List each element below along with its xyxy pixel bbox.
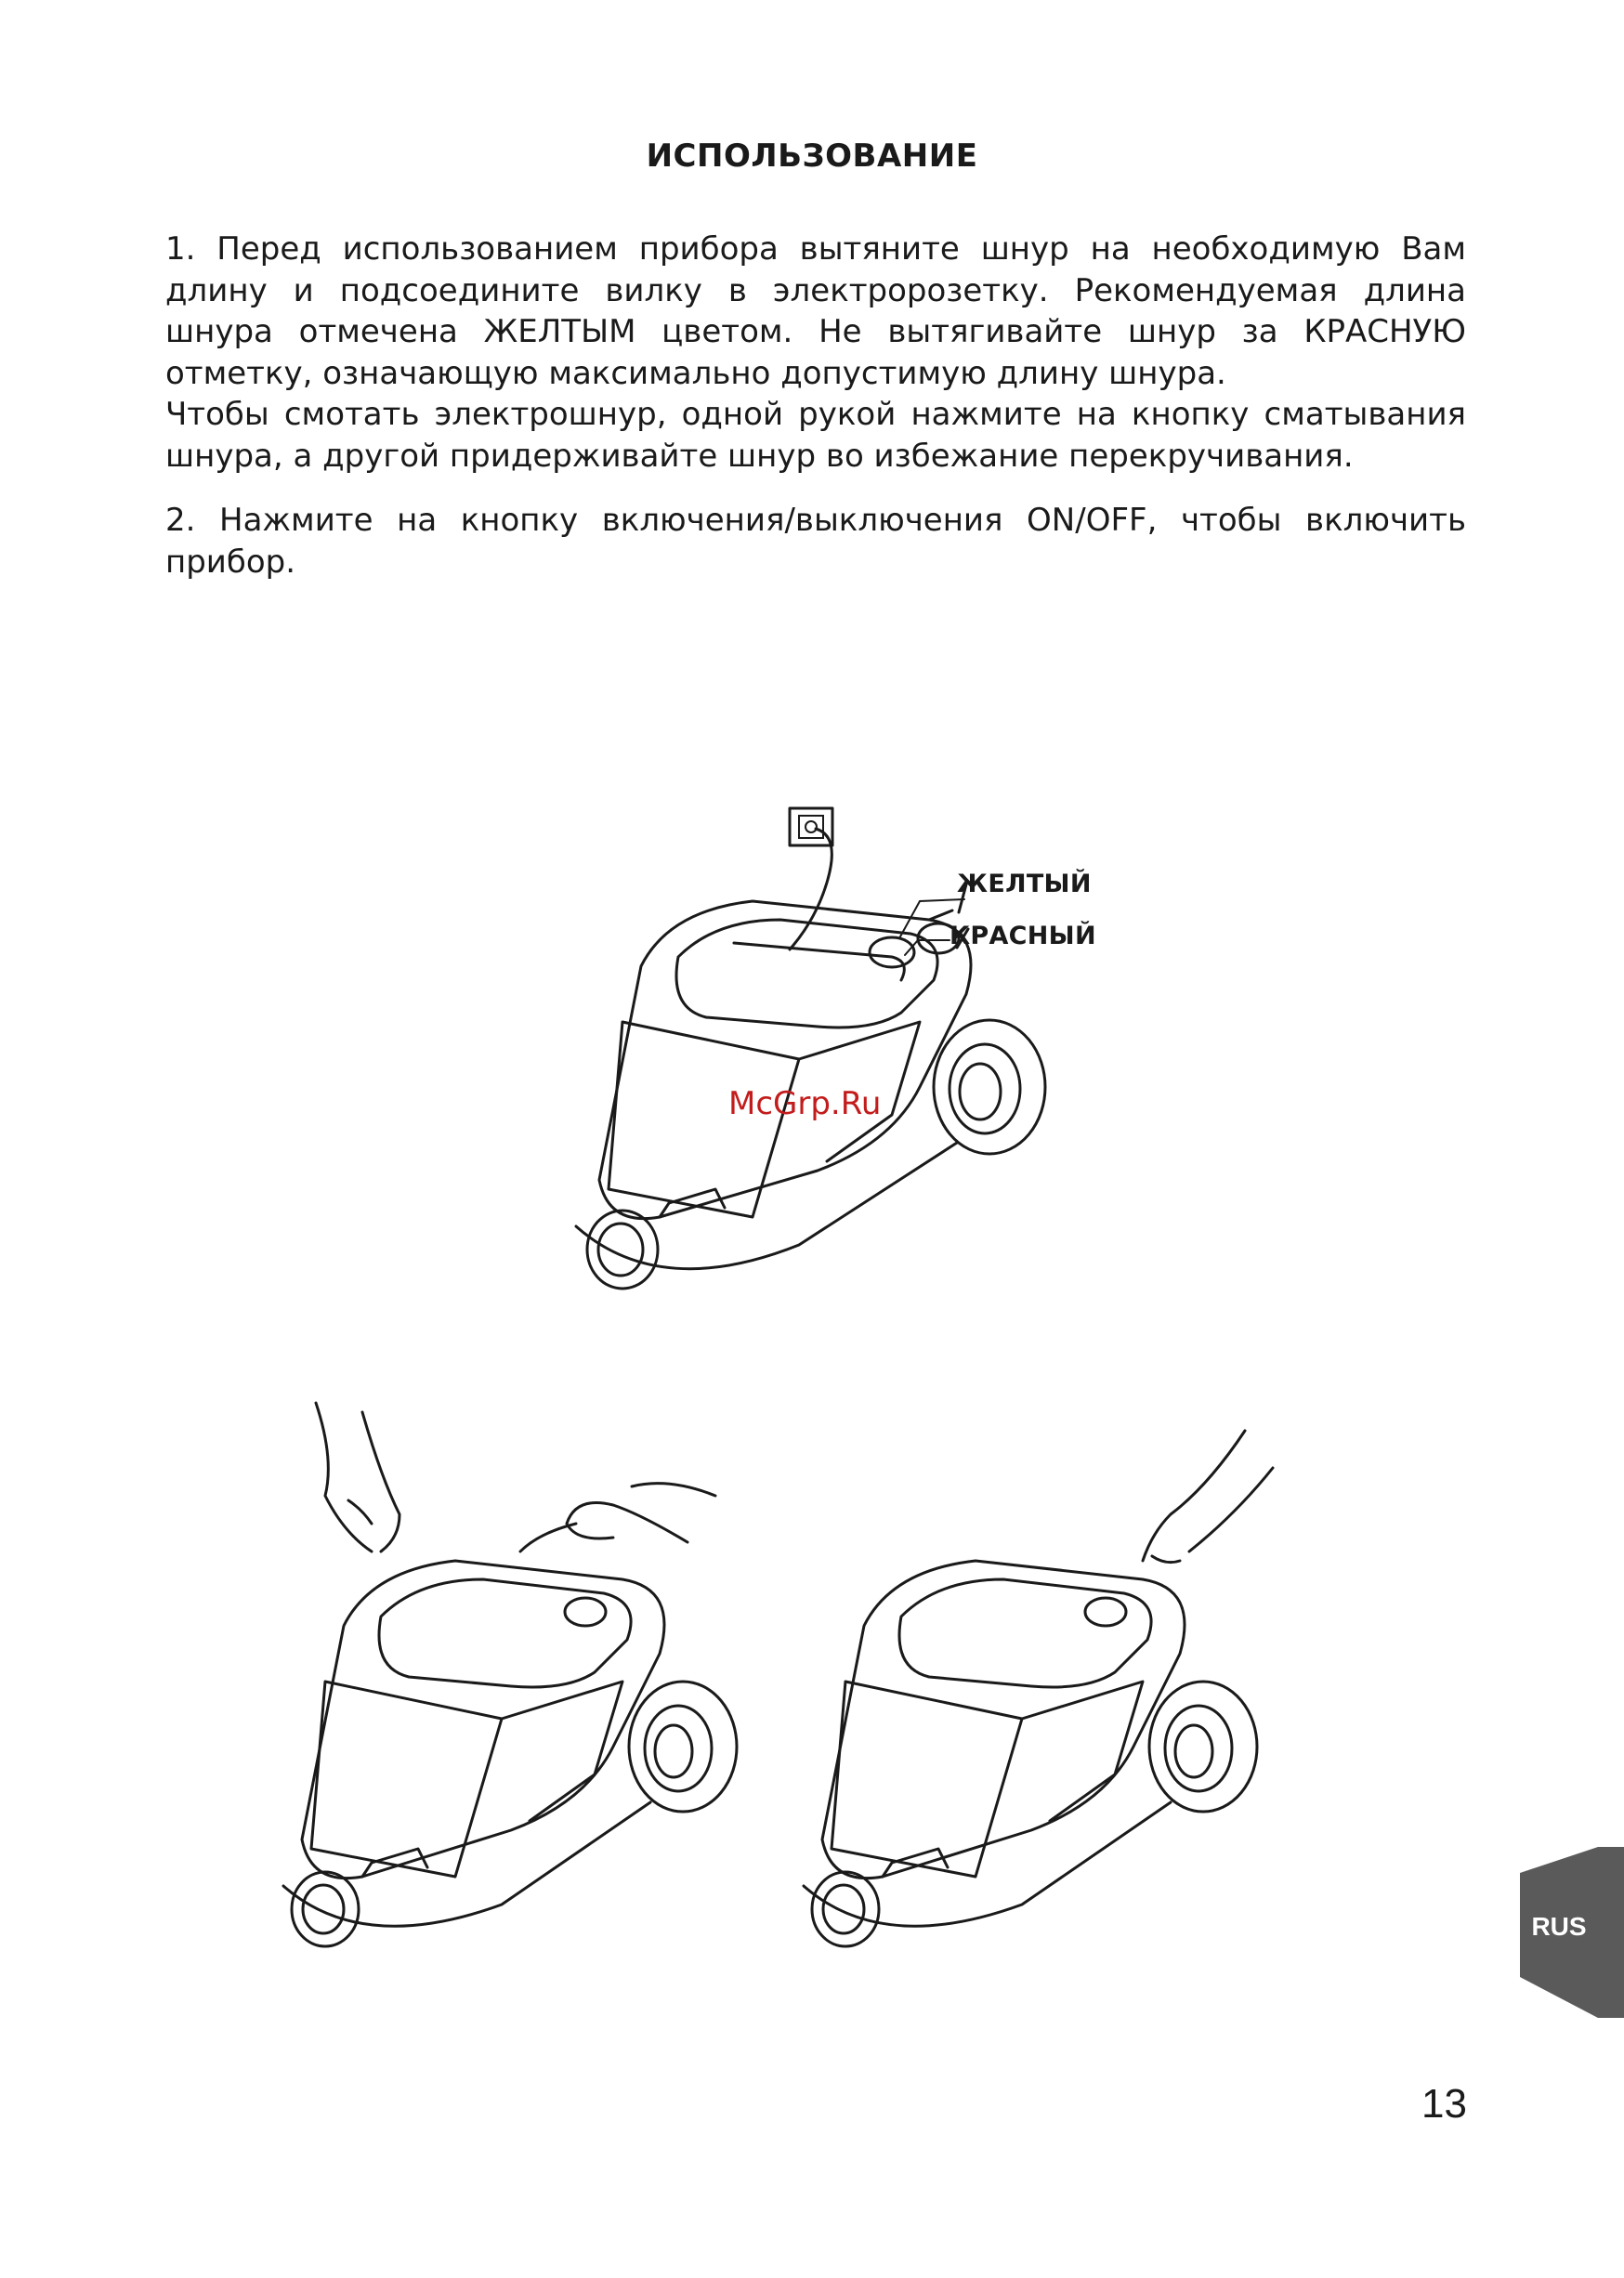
text-line: отметку, означающую максимально допустимую длину шнура. (165, 354, 1226, 392)
vacuum-power-illustration (799, 1375, 1319, 1951)
text-line: Чтобы смотать электрошнур, одной рукой нажмите на кнопку сматывания (165, 396, 1466, 433)
label-yellow: ЖЕЛТЫЙ (957, 870, 1092, 898)
label-pointer-lines (892, 883, 966, 966)
text-line: 2. Нажмите на кнопку включения/выключения ON/OFF, чтобы включить (165, 502, 1466, 539)
label-red: КРАСНЫЙ (950, 922, 1096, 950)
language-tab-label: RUS (1531, 1912, 1587, 1941)
text-line: шнура, а другой придерживайте шнур во избежание перекручивания. (165, 437, 1354, 475)
text-line: прибор. (165, 543, 296, 581)
paragraph-cord-instructions (165, 229, 1466, 477)
page-title: ИСПОЛЬЗОВАНИЕ (646, 137, 978, 175)
page-number: 13 (1421, 2081, 1467, 2127)
vacuum-rewind-illustration (279, 1375, 799, 1951)
language-tab (1520, 1847, 1624, 2018)
text-line: 1. Перед использованием прибора вытяните шнур на необходимую Вам (165, 230, 1466, 268)
text-line: шнура отмечена ЖЕЛТЫМ цветом. Не вытягивайте шнур за КРАСНУЮ (165, 313, 1466, 350)
text-line: длину и подсоедините вилку в электророзетку. Рекомендуемая длина (165, 271, 1466, 309)
vacuum-cord-illustration (520, 780, 1133, 1338)
watermark: McGrp.Ru (728, 1085, 882, 1122)
paragraph-power-on (165, 500, 1466, 583)
